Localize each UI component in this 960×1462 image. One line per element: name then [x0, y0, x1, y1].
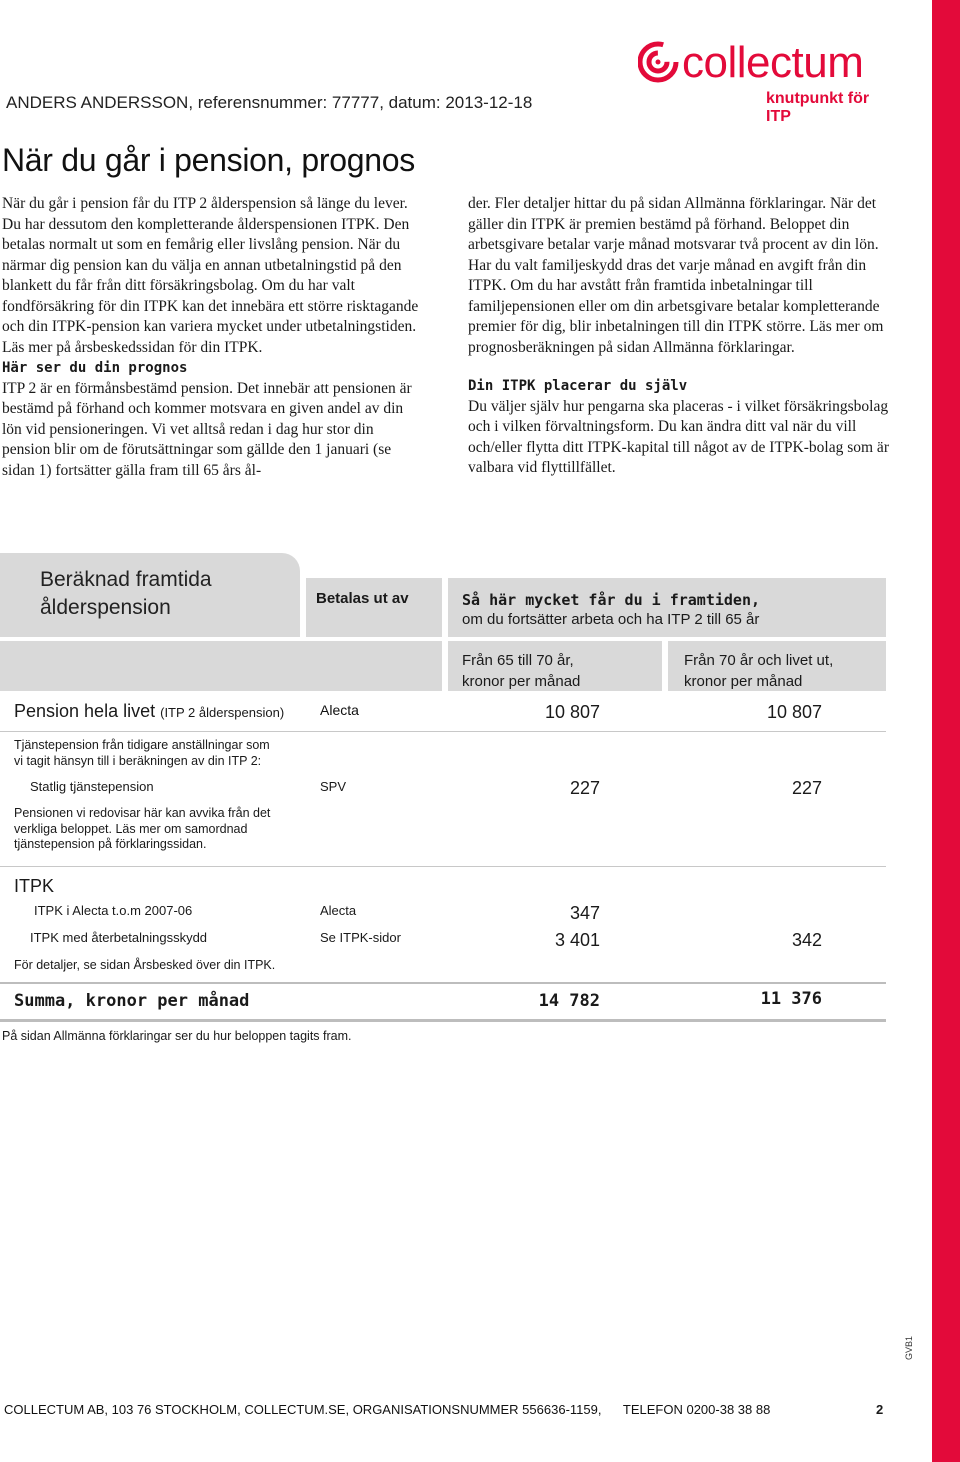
row-label-statlig: Statlig tjänstepension [30, 779, 154, 794]
sum-label: Summa, kronor per månad [14, 991, 250, 1011]
paragraph: ITP 2 är en förmånsbestämd pension. Det innebär att pensionen är bestämd på förhand och kommer motsvara en given andel av din lön vid pensioneringen. Vi vet alltså redan i dag hur stor din pension blir om de förutsättningar som gällde den 1 januari (se sidan 1) fortsätter gälla fram till 65 års ål- [2, 379, 412, 479]
payer-spv: SPV [320, 779, 347, 794]
coordination-note: Pensionen vi redovisar här kan avvika från det verkliga beloppet. Läs mer om samordnad tjänstepension på förklaringssidan. [14, 806, 271, 851]
amounts-explanation-note: På sidan Allmänna förklaringar ser du hur beloppen tagits fram. [2, 1029, 352, 1043]
itpk-ater-value-65-70: 3 401 [554, 930, 600, 950]
sum-value-65-70: 14 782 [538, 991, 600, 1011]
payer-header-cell [306, 578, 442, 637]
page-title: När du går i pension, prognos [2, 142, 415, 178]
payer-header: Betalas ut av [316, 590, 409, 607]
pension-lifetime-value-70-plus: 10 807 [766, 702, 822, 722]
sum-bottom-divider [0, 1019, 886, 1022]
itpk-heading: ITPK [14, 876, 55, 896]
collectum-logo [638, 36, 898, 125]
row-label-itpk-alecta: ITPK i Alecta t.o.m 2007-06 [34, 903, 193, 918]
paragraph: När du går i pension får du ITP 2 ålderspension så länge du lever. [2, 195, 408, 212]
section-heading: Här ser du din prognos [2, 360, 188, 376]
footer-address: COLLECTUM AB, 103 76 STOCKHOLM, COLLECTUM.SE, ORGANISATIONSNUMMER 556636-1159, TELEFON 0200-38 38 88 [4, 1402, 771, 1417]
pension-lifetime-value-65-70: 10 807 [544, 702, 600, 722]
itpk-details-note: För detaljer, se sidan Årsbesked över din ITPK. [14, 958, 276, 972]
left-text-column [2, 194, 424, 481]
right-text-column [468, 194, 896, 479]
sum-top-divider [0, 982, 886, 984]
collectum-mark-icon [638, 40, 682, 84]
brand-red-edge-bar [932, 0, 960, 1462]
itpk-ater-value-70-plus: 342 [791, 930, 822, 950]
table-title: Beräknad framtida ålderspension [40, 568, 212, 619]
section-heading: Din ITPK placerar du själv [468, 378, 688, 394]
logo-wordmark: collectum [682, 38, 864, 87]
row-label-itpk-ater: ITPK med återbetalningsskydd [30, 930, 208, 945]
earlier-pension-intro: Tjänstepension från tidigare anställningar som vi tagit hänsyn till i beräkningen av din ITP 2: [14, 738, 270, 768]
col2-header: Från 70 år och livet ut, kronor per månad [684, 652, 834, 690]
row-divider [0, 866, 886, 867]
sum-value-70-plus: 11 376 [760, 989, 822, 1009]
row-label-pension-lifetime: Pension hela livet (ITP 2 ålderspension) [14, 701, 285, 721]
row-divider [0, 731, 886, 732]
paragraph: Du väljer själv hur pengarna ska placeras - i vilket försäkringsbolag och i vilken förvaltningsform. Du kan ändra ditt val när du vill och/eller flytta ditt ITPK-kapital till något av de ITPK-bolag som är valbara vid flyttillfället. [468, 397, 889, 476]
col1-header: Från 65 till 70 år, kronor per månad [462, 652, 581, 690]
itpk-alecta-value-65-70: 347 [569, 903, 600, 923]
subheader-blank-cell [0, 641, 442, 691]
payer-alecta: Alecta [320, 702, 359, 718]
payer-itpk-pages: Se ITPK-sidor [320, 930, 401, 945]
statlig-value-70-plus: 227 [791, 778, 822, 798]
statlig-value-65-70: 227 [569, 778, 600, 798]
document-code: GVB1 [904, 1335, 914, 1360]
recipient-header: ANDERS ANDERSSON, referensnummer: 77777, datum: 2013-12-18 [6, 93, 533, 112]
payer-alecta-itpk: Alecta [320, 903, 357, 918]
paragraph: der. Fler detaljer hittar du på sidan Allmänna förklaringar. När det gäller din ITPK är premien bestämd på förhand. Beloppet din arbetsgivare betalar varje månad motsvarar två procent av din lön. Har du valt familjeskydd dras det varje månad en avgift från din ITPK. Om du har avstått från framtida inbetalningar till familjepensionen eller om din arbetsgivare betalar kompletterande premier för dig, blir inbetalningen till din ITPK större. Läs mer om prognosberäkningen på sidan Allmänna förklaringar. [468, 195, 884, 356]
logo-tagline: knutpunkt för ITP [766, 90, 870, 125]
paragraph: Du har dessutom den kompletterande ålderspensionen ITPK. Den betalas normalt ut som en femårig eller livslång pension. När du närmar dig pension kan du välja en annan utbetalningstid på den blankett du får från ditt försäkringsbolag. Om du har valt fondförsäkring för din ITPK kan det innebära ett större risktagande och din ITPK-pension kan variera mycket under utbetalningstiden. Läs mer på årsbeskedssidan för din ITPK. [2, 215, 419, 356]
future-header: Så här mycket får du i framtiden, om du fortsätter arbeta och ha ITP 2 till 65 år [462, 591, 761, 628]
page-number: 2 [876, 1402, 884, 1417]
